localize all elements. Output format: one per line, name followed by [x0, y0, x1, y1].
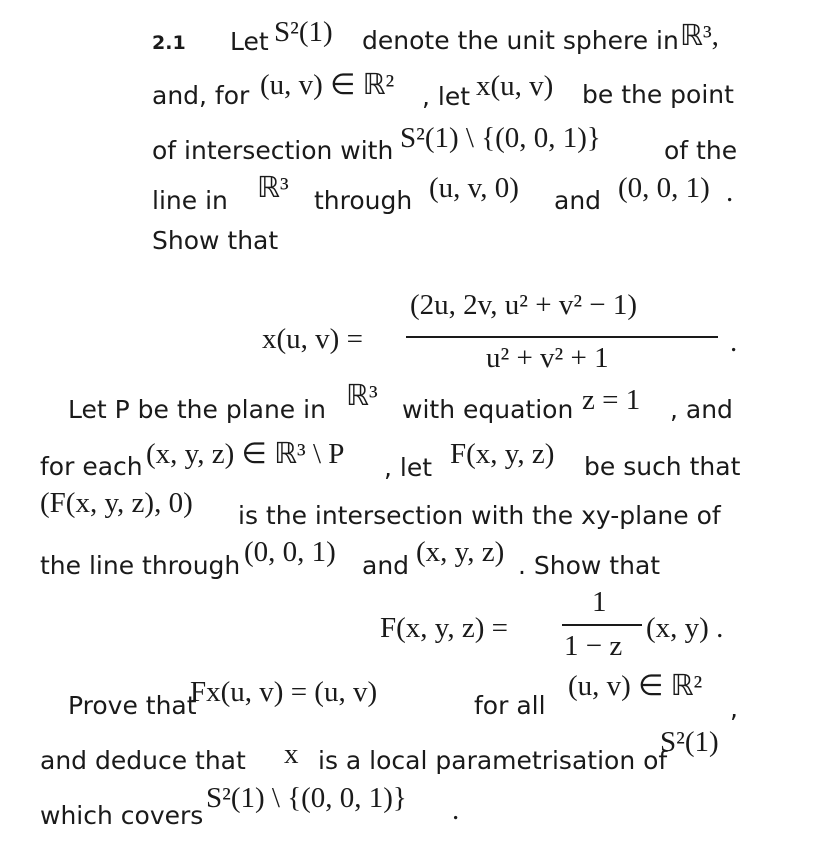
- math: x: [284, 738, 299, 770]
- text: which covers: [40, 801, 204, 830]
- formula-lhs: x(u, v) =: [262, 323, 363, 355]
- text: for each: [40, 452, 143, 481]
- fraction-bar: [562, 624, 642, 626]
- text: line in: [152, 186, 228, 215]
- math: (x, y, z) ∈ ℝ³ \ P: [146, 438, 345, 470]
- text: of the: [664, 136, 738, 165]
- text: . Show that: [518, 551, 661, 580]
- math: z = 1: [582, 384, 641, 416]
- math: .: [452, 794, 460, 826]
- text: is the intersection with the xy-plane of: [238, 501, 721, 530]
- text: , and: [670, 395, 733, 424]
- math: S²(1): [274, 16, 333, 48]
- formula-denominator: u² + v² + 1: [486, 342, 609, 374]
- text: Let P be the plane in: [68, 395, 326, 424]
- text: for all: [474, 691, 546, 720]
- math: F(x, y, z): [450, 438, 555, 470]
- math: S²(1) \ {(0, 0, 1)}: [206, 782, 407, 814]
- text: of intersection with: [152, 136, 394, 165]
- math: (x, y, z): [416, 536, 505, 568]
- text: is a local parametrisation of: [318, 746, 668, 775]
- text: and: [362, 551, 410, 580]
- text: with equation: [402, 395, 574, 424]
- text: ,: [730, 694, 738, 723]
- math: (F(x, y, z), 0): [40, 487, 193, 519]
- text: and deduce that: [40, 746, 246, 775]
- math: (0, 0, 1): [244, 536, 336, 568]
- math: (0, 0, 1): [618, 172, 710, 204]
- math: S²(1) \ {(0, 0, 1)}: [400, 122, 601, 154]
- math: Fx(u, v) = (u, v): [190, 676, 378, 708]
- exercise-number: 2.1: [152, 32, 186, 54]
- text: through: [314, 186, 413, 215]
- text: be such that: [584, 452, 741, 481]
- math: (u, v) ∈ ℝ²: [568, 670, 703, 702]
- text: Show that: [152, 226, 279, 255]
- math: .: [726, 176, 734, 208]
- formula-numerator: (2u, 2v, u² + v² − 1): [410, 289, 638, 321]
- text: , let: [422, 82, 471, 111]
- text: and, for: [152, 81, 250, 110]
- fraction-bar: [406, 336, 718, 338]
- text: , let: [384, 453, 433, 482]
- formula-lhs: F(x, y, z) =: [380, 612, 509, 644]
- text: be the point: [582, 80, 734, 109]
- text: Prove that: [68, 691, 197, 720]
- text: the line through: [40, 551, 241, 580]
- math: ℝ³: [346, 380, 378, 412]
- math: S²(1): [660, 726, 719, 758]
- math: x(u, v): [476, 70, 554, 102]
- text: denote the unit sphere in: [362, 26, 679, 55]
- math: (u, v) ∈ ℝ²: [260, 69, 395, 101]
- text: and: [554, 186, 602, 215]
- formula-denominator: 1 − z: [564, 630, 623, 662]
- math: (u, v, 0): [429, 172, 519, 204]
- math: ℝ³: [257, 172, 289, 204]
- math: ℝ³,: [680, 20, 719, 52]
- text: Let: [230, 27, 269, 56]
- formula-end: .: [730, 326, 738, 358]
- formula-rhs: (x, y) .: [646, 612, 724, 644]
- formula-numerator: 1: [592, 586, 607, 618]
